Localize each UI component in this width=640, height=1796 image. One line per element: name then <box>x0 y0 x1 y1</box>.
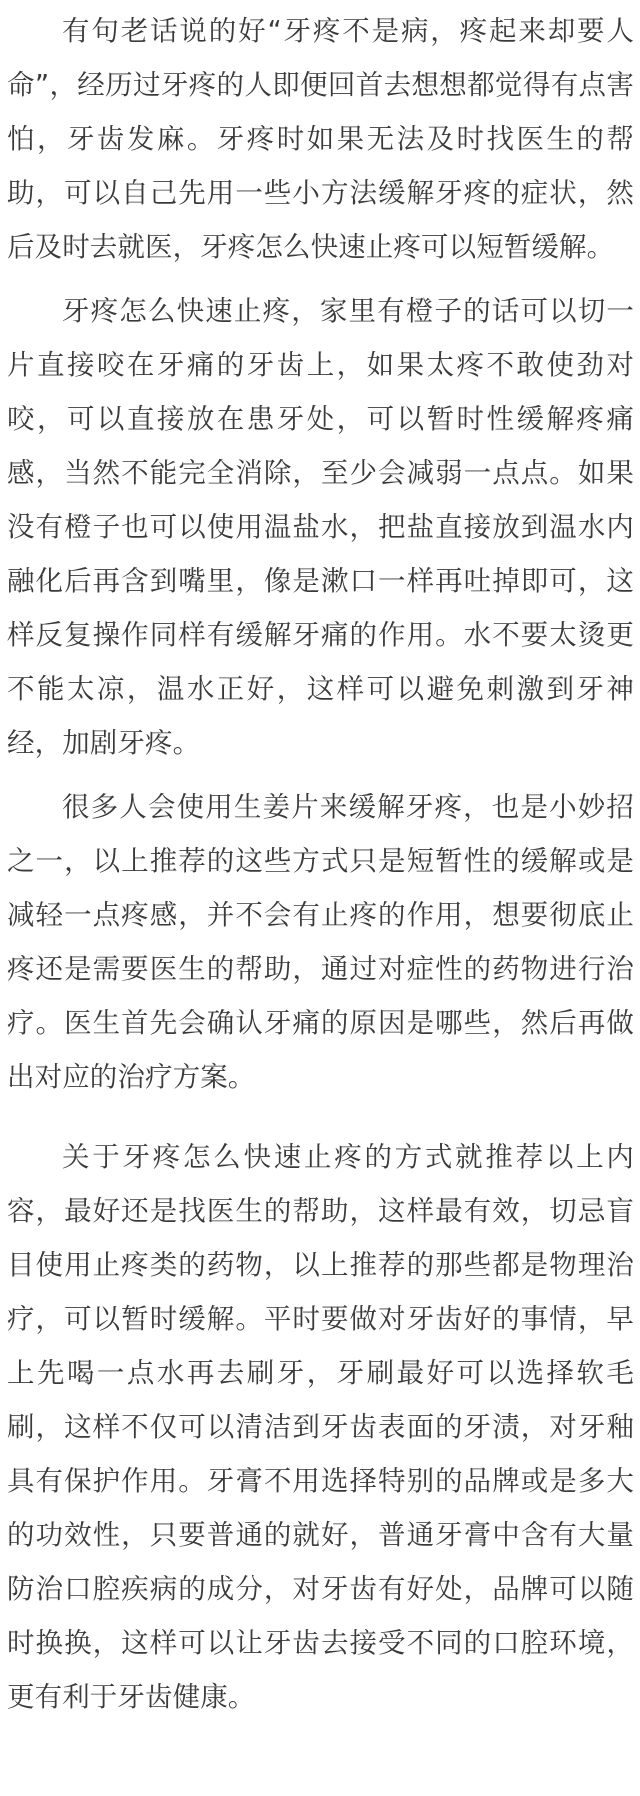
article-paragraph: 有句老话说的好“牙疼不是病，疼起来却要人命”，经历过牙疼的人即便回首去想想都觉得有点害怕，牙齿发麻。牙疼时如果无法及时找医生的帮助，可以自己先用一些小方法缓解牙疼的症状，然后及时去就医，牙疼怎么快速止疼可以短暂缓解。 <box>7 15 634 263</box>
article-paragraph: 很多人会使用生姜片来缓解牙疼，也是小妙招之一，以上推荐的这些方式只是短暂性的缓解或是减轻一点疼感，并不会有止疼的作用，想要彻底止疼还是需要医生的帮助，通过对症性的药物进行治疗。医生首先会确认牙痛的原因是哪些，然后再做出对应的治疗方案。 <box>7 791 634 1093</box>
article-body <box>0 4 640 1724</box>
article-paragraph: 牙疼怎么快速止疼，家里有橙子的话可以切一片直接咬在牙痛的牙齿上，如果太疼不敢使劲对咬，可以直接放在患牙处，可以暂时性缓解疼痛感，当然不能完全消除，至少会减弱一点点。如果没有橙子也可以使用温盐水，把盐直接放到温水内融化后再含到嘴里，像是漱口一样再吐掉即可，这样反复操作同样有缓解牙痛的作用。水不要太烫更不能太凉，温水正好，这样可以避免刺激到牙神经，加剧牙疼。 <box>7 295 634 759</box>
article-paragraph: 关于牙疼怎么快速止疼的方式就推荐以上内容，最好还是找医生的帮助，这样最有效，切忌盲目使用止疼类的药物，以上推荐的那些都是物理治疗，可以暂时缓解。平时要做对牙齿好的事情，早上先喝一点水再去刷牙，牙刷最好可以选择软毛刷，这样不仅可以清洁到牙齿表面的牙渍，对牙釉具有保护作用。牙膏不用选择特别的品牌或是多大的功效性，只要普通的就好，普通牙膏中含有大量防治口腔疾病的成分，对牙齿有好处，品牌可以随时换换，这样可以让牙齿去接受不同的口腔环境，更有利于牙齿健康。 <box>7 1141 634 1713</box>
